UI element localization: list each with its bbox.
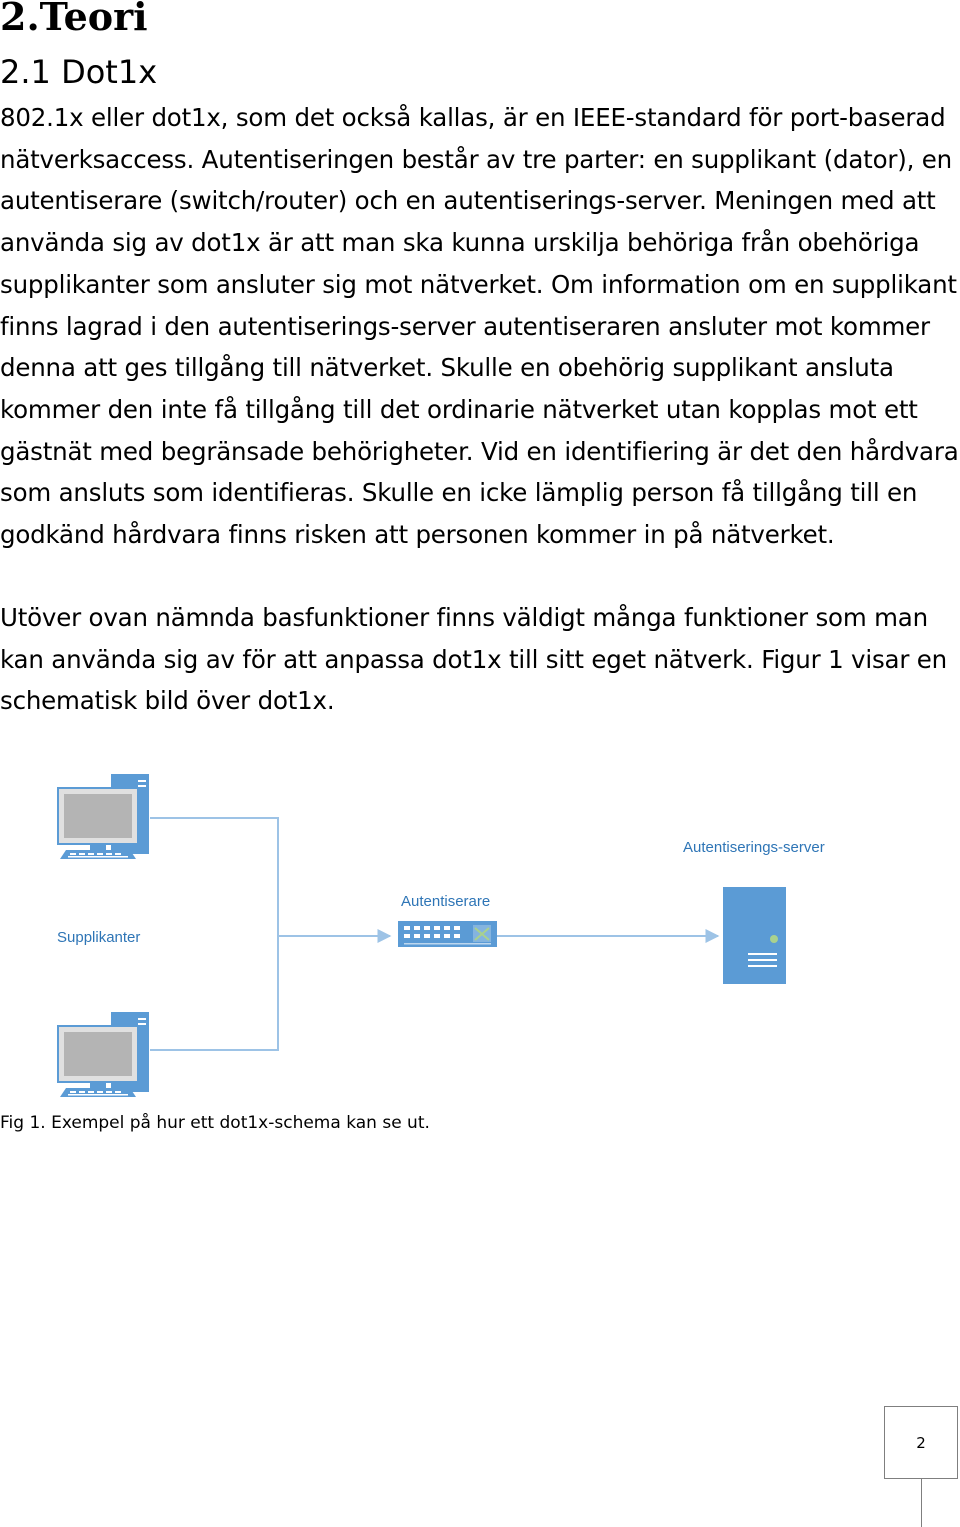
page-number: 2 — [916, 1433, 926, 1452]
text-line: använda sig av dot1x är att man ska kunna urskilja behöriga från obehöriga — [0, 228, 920, 258]
text-line: kan använda sig av för att anpassa dot1x till sitt eget nätverk. Figur 1 visar en — [0, 644, 947, 674]
text-line: kommer den inte få tillgång till det ordinarie nätverket utan kopplas mot ett — [0, 394, 918, 424]
text-line: nätverksaccess. Autentiseringen består av tre parter: en supplikant (dator), en — [0, 144, 952, 174]
text-line: schematisk bild över dot1x. — [0, 686, 335, 716]
server-icon — [723, 887, 786, 984]
dot1x-diagram — [0, 760, 960, 1110]
paragraph-intro — [0, 97, 960, 556]
computer-icon — [58, 774, 149, 859]
text-line: Utöver ovan nämnda basfunktioner finns väldigt många funktioner som man — [0, 603, 928, 632]
text-line: supplikanter som ansluter sig mot nätverket. Om information om en supplikant — [0, 269, 957, 299]
text-line: finns lagrad i den autentiserings-server autentiseraren ansluter mot kommer — [0, 311, 930, 341]
page-number-box — [884, 1406, 958, 1479]
label-auth-server: Autentiserings-server — [683, 839, 825, 856]
text-line: godkänd hårdvara finns risken att personen kommer in på nätverket. — [0, 520, 835, 550]
text-line: denna att ges tillgång till nätverket. Skulle en obehörig supplikant ansluta — [0, 353, 894, 383]
connector-bottom-computer — [150, 936, 278, 1050]
paragraph-features — [0, 597, 960, 722]
text-line: som ansluts som identifieras. Skulle en icke lämplig person få tillgång till en — [0, 478, 918, 508]
label-supplicants: Supplikanter — [57, 929, 141, 946]
figure-caption: Fig 1. Exempel på hur ett dot1x-schema kan se ut. — [0, 1113, 430, 1133]
section-heading: 2.1 Dot1x — [0, 53, 158, 91]
connector-top-computer — [150, 818, 390, 936]
computer-icon — [58, 1012, 149, 1097]
page-number-line — [921, 1479, 922, 1527]
switch-icon — [398, 921, 497, 947]
page-heading: 2.Teori — [0, 0, 148, 39]
text-line: autentiserare (switch/router) och en autentiserings-server. Meningen med att — [0, 186, 936, 216]
text-line: 802.1x eller dot1x, som det också kallas, är en IEEE-standard för port-baserad — [0, 103, 946, 132]
label-authenticator: Autentiserare — [401, 893, 491, 910]
text-line: gästnät med begränsade behörigheter. Vid en identifiering är det den hårdvara — [0, 436, 959, 466]
